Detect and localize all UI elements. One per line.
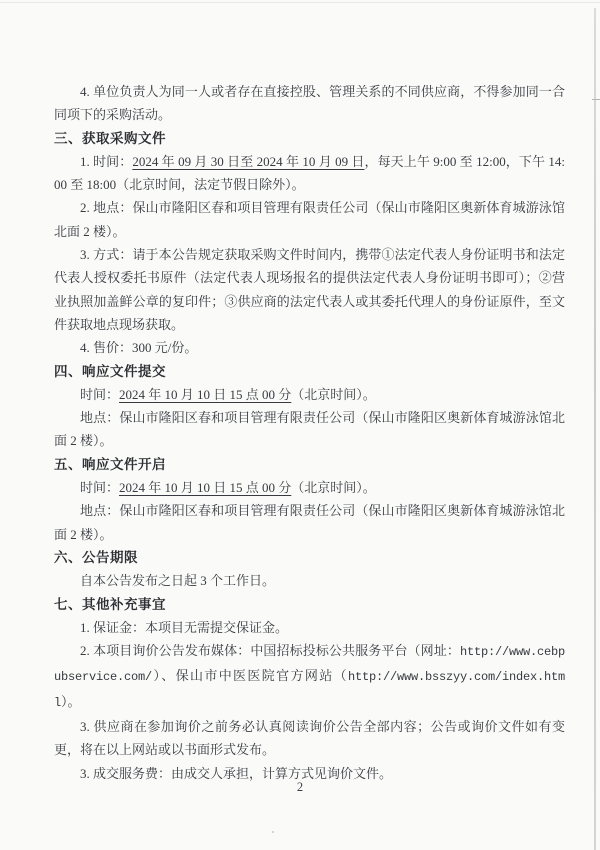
text-segment: （北京时间）。 bbox=[291, 480, 376, 496]
text-segment: 3. 方式：请于本公告规定获取采购文件时间内，携带①法定代表人身份证明书和法定代表人授权委托书原件（法定代表人现场报名的提供法定代表人身份证明书即可）；②营业执照加盖鲜公章的复印件；③供应商的法定代表人或其委托代理人的身份证原件，至文件获取地点现场获取。 bbox=[54, 247, 565, 332]
url-text: http://www.bsszyy.com/index.html bbox=[54, 670, 565, 710]
text-segment: 4. 单位负责人为同一人或者存在直接控股、管理关系的不同供应商，不得参加同一合同项下的采购活动。 bbox=[54, 84, 565, 123]
paragraph bbox=[54, 150, 565, 197]
text-segment: 六、公告期限 bbox=[54, 549, 138, 565]
text-segment: 4. 售价：300 元/份。 bbox=[80, 340, 198, 356]
text-segment: 地点：保山市隆阳区春和项目管理有限责任公司（保山市隆阳区奥新体育城游泳馆北面 2 楼）。 bbox=[54, 503, 565, 542]
section-heading bbox=[54, 360, 565, 383]
underlined-date: 2024 年 09 月 30 日至 2024 年 10 月 09 日 bbox=[132, 153, 365, 169]
text-segment: 三、获取采购文件 bbox=[54, 130, 166, 146]
section-heading bbox=[54, 127, 565, 150]
text-segment: 2. 本项目询价公告发布媒体：中国招标投标公共服务平台（网址： bbox=[80, 643, 460, 659]
url-text: http://www.cebpubservice.com/ bbox=[54, 645, 565, 685]
text-segment: ）、保山市中医医院官方网站（ bbox=[152, 668, 348, 684]
text-segment: 3. 供应商在参加询价之前务必认真阅读询价公告全部内容；公告或询价文件如有变更，将在以上网站或以书面形式发布。 bbox=[54, 719, 565, 758]
text-segment: 五、响应文件开启 bbox=[54, 456, 166, 472]
paragraph bbox=[54, 499, 565, 546]
text-segment: 七、其他补充事宜 bbox=[54, 596, 166, 612]
text-segment: 自本公告发布之日起 3 个工作日。 bbox=[80, 573, 276, 589]
scan-speck-artifact bbox=[272, 831, 274, 833]
text-segment: 2. 地点：保山市隆阳区春和项目管理有限责任公司（保山市隆阳区奥新体育城游泳馆北面 2 楼）。 bbox=[54, 200, 565, 239]
text-segment: 3. 成交服务费：由成交人承担，计算方式见询价文件。 bbox=[80, 765, 393, 781]
document-content bbox=[54, 80, 565, 785]
paragraph bbox=[54, 243, 565, 336]
paragraph bbox=[54, 406, 565, 453]
underlined-date: 2024 年 10 月 10 日 15 点 00 分 bbox=[119, 386, 292, 402]
text-segment: 地点：保山市隆阳区春和项目管理有限责任公司（保山市隆阳区奥新体育城游泳馆北面 2 楼）。 bbox=[54, 410, 565, 449]
text-segment: 时间： bbox=[80, 480, 120, 496]
text-segment: 1. 时间： bbox=[80, 153, 133, 169]
paragraph bbox=[54, 196, 565, 243]
section-heading bbox=[54, 453, 565, 476]
paragraph bbox=[54, 476, 565, 499]
text-segment: （北京时间）。 bbox=[291, 386, 376, 402]
paragraph bbox=[54, 639, 565, 715]
scan-top-edge-artifact bbox=[0, 2, 600, 3]
paragraph bbox=[54, 616, 565, 639]
paragraph bbox=[54, 715, 565, 762]
paragraph bbox=[54, 336, 565, 359]
section-heading bbox=[54, 593, 565, 616]
scan-tick-artifact bbox=[592, 99, 600, 100]
paragraph bbox=[54, 569, 565, 592]
text-segment: ，每天上午 9:00 至 12:00，下午 14:00 至 18:00（北京时间，法定节假日除外）。 bbox=[54, 153, 565, 193]
paragraph bbox=[54, 80, 565, 127]
section-heading bbox=[54, 546, 565, 569]
scan-right-edge-artifact bbox=[594, 8, 596, 850]
text-segment: ）。 bbox=[61, 693, 81, 709]
text-segment: 1. 保证金：本项目无需提交保证金。 bbox=[80, 619, 289, 635]
text-segment: 四、响应文件提交 bbox=[54, 363, 166, 379]
text-segment: 时间： bbox=[80, 386, 120, 402]
paragraph bbox=[54, 383, 565, 406]
underlined-date: 2024 年 10 月 10 日 15 点 00 分 bbox=[119, 480, 292, 496]
page-number: 2 bbox=[296, 780, 304, 794]
